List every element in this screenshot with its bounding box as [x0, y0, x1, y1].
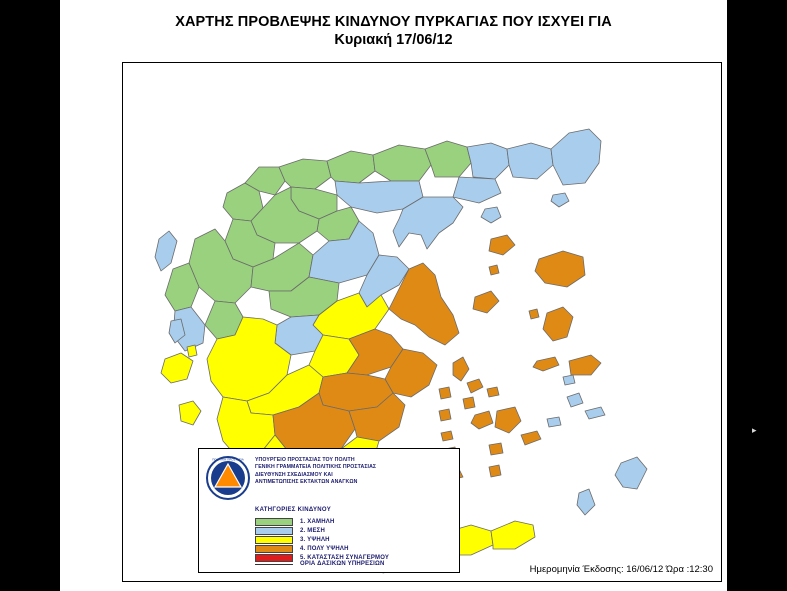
region-kerkyra[interactable] — [155, 231, 177, 271]
region-drama[interactable] — [425, 141, 471, 177]
legend-label-low: 1. ΧΑΜΗΛΗ — [300, 518, 335, 525]
region-evros[interactable] — [551, 129, 601, 185]
legend-label-very-high: 4. ΠΟΛΥ ΥΨΗΛΗ — [300, 545, 349, 552]
region-ithaki[interactable] — [187, 345, 197, 357]
legend-label-high: 3. ΥΨΗΛΗ — [300, 536, 330, 543]
legend-agency-line-3: ΔΙΕΥΘΥΝΣΗ ΣΧΕΔΙΑΣΜΟΥ ΚΑΙ — [255, 471, 333, 478]
region-serres[interactable] — [373, 145, 431, 181]
legend-row-very-high — [255, 544, 349, 553]
region-kalymnos[interactable] — [567, 393, 583, 407]
region-chios[interactable] — [543, 307, 573, 341]
legend-swatch-very-high — [255, 545, 293, 553]
region-kavala[interactable] — [453, 177, 501, 203]
region-skyros[interactable] — [473, 291, 499, 313]
region-lasithi[interactable] — [491, 521, 535, 549]
region-tinos[interactable] — [467, 379, 483, 393]
region-astypalaia[interactable] — [547, 417, 561, 427]
map-frame — [122, 62, 722, 582]
region-patmos[interactable] — [563, 375, 575, 385]
issue-date-text: Ημερομηνία Έκδοσης: 16/06/12 Ώρα :12:30 — [529, 564, 713, 575]
region-kea[interactable] — [439, 387, 451, 399]
legend-label-alert: 5. ΚΑΤΑΣΤΑΣΗ ΣΥΝΑΓΕΡΜΟΥ — [300, 554, 390, 561]
region-syros[interactable] — [463, 397, 475, 409]
region-psara[interactable] — [529, 309, 539, 319]
legend-row-high — [255, 535, 330, 544]
legend-swatch-high — [255, 536, 293, 544]
region-paros[interactable] — [471, 411, 493, 429]
svg-text:ΠΟΛΙΤΙΚΗ ΠΡΟΣΤΑΣΙΑ: ΠΟΛΙΤΙΚΗ ΠΡΟΣΤΑΣΙΑ — [212, 457, 244, 462]
region-xanthi[interactable] — [467, 143, 509, 179]
page-title — [60, 14, 727, 50]
region-amorgos[interactable] — [521, 431, 541, 445]
legend-label-medium: 2. ΜΕΣΗ — [300, 527, 326, 534]
map-sheet — [60, 0, 727, 591]
title-line-2: Κυριακή 17/06/12 — [334, 32, 453, 48]
region-thassos[interactable] — [481, 207, 501, 223]
region-zakynthos[interactable] — [179, 401, 201, 425]
title-line-1: ΧΑΡΤΗΣ ΠΡΟΒΛΕΨΗΣ ΚΙΝΔΥΝΟΥ ΠΥΡΚΑΓΙΑΣ ΠΟΥ ΙΣΧΥΕΙ ΓΙΑ — [175, 14, 612, 30]
region-samos[interactable] — [569, 355, 601, 375]
region-mykonos[interactable] — [487, 387, 499, 397]
region-rodopi[interactable] — [507, 143, 553, 179]
region-kos[interactable] — [585, 407, 605, 419]
legend-row-medium — [255, 526, 325, 535]
legend-swatch-low — [255, 518, 293, 526]
region-serifos[interactable] — [441, 431, 453, 441]
legend-row-boundary — [255, 561, 385, 567]
legend-row-low — [255, 517, 334, 526]
edge-marker: ▸ — [752, 425, 757, 435]
legend-agency-line-1: ΥΠΟΥΡΓΕΙΟ ΠΡΟΣΤΑΣΙΑΣ ΤΟΥ ΠΟΛΙΤΗ — [255, 457, 355, 463]
region-limnos[interactable] — [489, 235, 515, 255]
region-ikaria[interactable] — [533, 357, 559, 371]
region-pella[interactable] — [279, 159, 331, 189]
region-karpathos[interactable] — [577, 489, 595, 515]
legend-label-boundary: ΟΡΙΑ ΔΑΣΙΚΩΝ ΥΠΗΡΕΣΙΩΝ — [300, 561, 385, 567]
legend-agency-line-4: ΑΝΤΙΜΕΤΩΠΙΣΗΣ ΕΚΤΑΚΤΩΝ ΑΝΑΓΚΩΝ — [255, 479, 358, 486]
region-santorini[interactable] — [489, 465, 501, 477]
legend-box — [198, 448, 460, 573]
legend-categories-title: ΚΑΤΗΓΟΡΙΕΣ ΚΙΝΔΥΝΟΥ — [255, 507, 332, 513]
region-naxos[interactable] — [495, 407, 521, 433]
region-kilkis[interactable] — [327, 151, 375, 183]
region-rodos[interactable] — [615, 457, 647, 489]
legend-agency-line-2: ΓΕΝΙΚΗ ΓΡΑΜΜΑΤΕΙΑ ΠΟΛΙΤΙΚΗΣ ΠΡΟΣΤΑΣΙΑΣ — [255, 464, 377, 471]
region-samothraki[interactable] — [551, 193, 569, 207]
boundary-line-icon — [255, 564, 293, 565]
region-kythnos[interactable] — [439, 409, 451, 421]
region-lesvos[interactable] — [535, 251, 585, 287]
civil-protection-logo-icon — [205, 455, 251, 501]
region-kefallinia[interactable] — [161, 353, 193, 383]
region-ios[interactable] — [489, 443, 503, 455]
legend-agency-block — [255, 457, 455, 487]
region-andros[interactable] — [453, 357, 469, 381]
legend-swatch-medium — [255, 527, 293, 535]
region-agios-efstratios[interactable] — [489, 265, 499, 275]
